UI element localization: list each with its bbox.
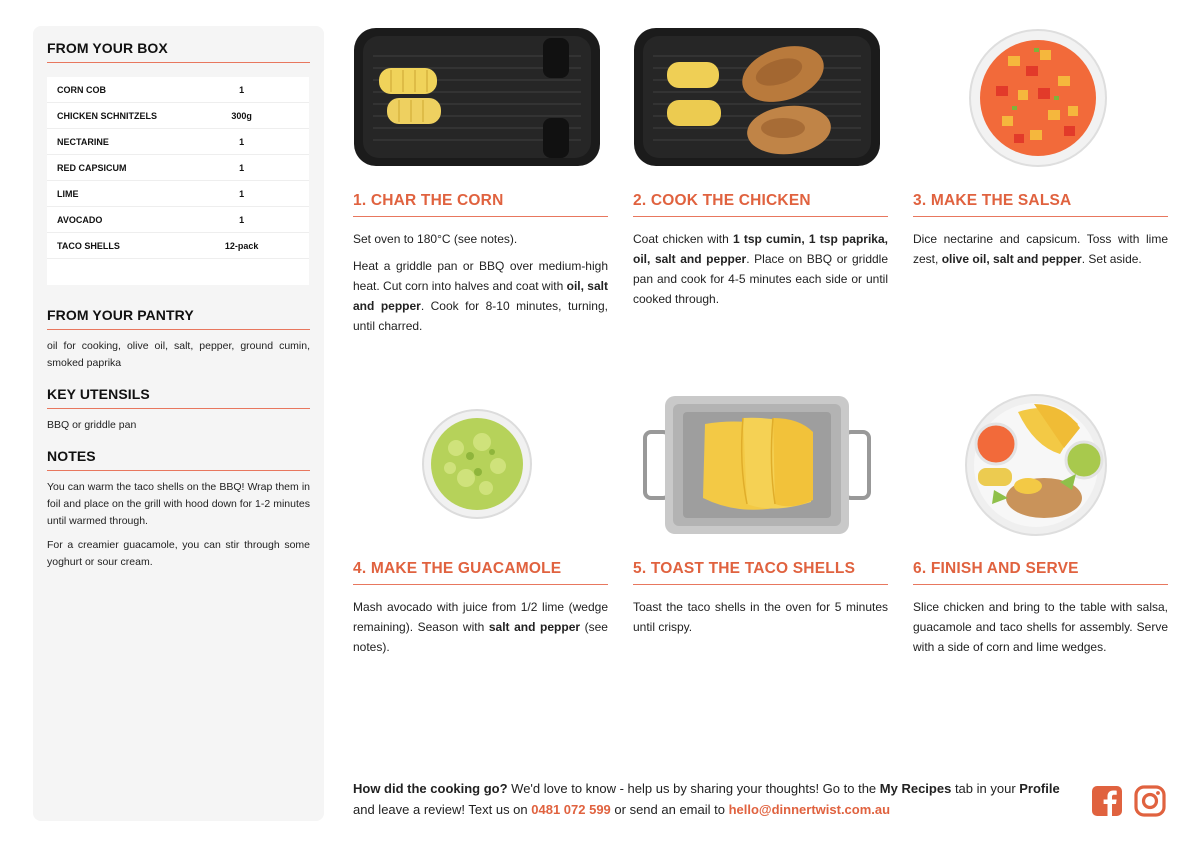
table-row [47,181,309,207]
step-text: . Place on BBQ or griddle pan and cook for 4-5 minutes each side or until cooked through. [633,252,889,306]
ingredient-emphasis: olive oil, salt and pepper [941,252,1082,266]
step-title: 5. TOAST THE TACO SHELLS [633,560,888,585]
step-body [633,597,888,637]
step-4-image [420,408,534,520]
table-row [47,77,309,103]
feedback-footer [353,778,1073,820]
instagram-icon[interactable] [1134,785,1166,817]
ingredient-qty: 300g [231,110,252,121]
ingredient-name: LIME [57,188,79,199]
footer-text: and leave a review! Text us on [353,802,532,817]
ingredient-emphasis: 1 tsp cumin, 1 tsp paprika, oil, salt and pepper [633,232,888,266]
step-paragraph [913,597,1168,657]
footer-question: How did the cooking go? [353,781,508,796]
utensils-list: BBQ or griddle pan [47,419,137,431]
ingredient-qty: 1 [239,84,245,95]
step-paragraph [353,597,608,657]
facebook-icon[interactable] [1091,785,1123,817]
note-paragraph: For a creamier guacamole, you can stir through some yoghurt or sour cream. [47,539,310,568]
step-title: 4. MAKE THE GUACAMOLE [353,560,608,585]
step-title: 3. MAKE THE SALSA [913,192,1168,217]
step-text: Heat a griddle pan or BBQ over medium-high heat. Cut corn into halves and coat with [353,259,608,293]
footer-text: or send an email to [610,802,729,817]
footer-text: We'd love to know - help us by sharing your thoughts! Go to the [507,781,880,796]
step-6 [913,560,1168,664]
step-5 [633,560,888,644]
step-text: (see notes). [353,620,608,654]
step-body [913,229,1168,269]
step-title: 2. COOK THE CHICKEN [633,192,888,217]
ingredient-name: RED CAPSICUM [57,162,127,173]
table-row [47,155,309,181]
utensils-title: KEY UTENSILS [47,386,310,409]
ingredient-name: CORN COB [57,84,106,95]
step-6-image [964,394,1108,536]
step-text: Mash avocado with juice from 1/2 lime (wedge remaining). Season with [353,600,608,634]
table-row-empty [47,259,309,285]
step-body [633,229,888,309]
my-recipes-link[interactable]: My Recipes [879,781,952,796]
step-2-image [633,26,881,168]
step-3 [913,192,1168,276]
step-5-image [643,394,871,536]
ingredient-qty: 12-pack [224,240,259,251]
box-items-table [47,77,309,285]
step-text: Set oven to 180°C (see notes). [353,232,518,246]
step-body [353,597,608,657]
ingredient-qty: 1 [239,214,245,225]
ingredient-name: AVOCADO [57,214,103,225]
step-body [913,597,1168,657]
note-paragraph: You can warm the taco shells on the BBQ! Wrap them in foil and place on the grill with hood down for 1-2 minutes until warmed through. [47,481,310,527]
email-link[interactable]: hello@dinnertwist.com.au [728,802,891,817]
step-text: . Cook for 8-10 minutes, turning, until charred. [353,299,608,333]
ingredient-emphasis: oil, salt and pepper [353,279,608,313]
step-text: Toast the taco shells in the oven for 5 minutes until crispy. [633,600,888,634]
step-3-image [968,26,1108,168]
step-title: 1. CHAR THE CORN [353,192,608,217]
step-1-image [353,26,601,168]
footer-text: tab in your [951,781,1020,796]
pantry-text [47,338,310,372]
profile-link[interactable]: Profile [1019,781,1060,796]
step-1 [353,192,608,343]
step-4 [353,560,608,664]
table-row [47,207,309,233]
step-title: 6. FINISH AND SERVE [913,560,1168,585]
step-paragraph [353,229,608,249]
step-text: Slice chicken and bring to the table with salsa, guacamole and taco shells for assembly. Serve with a side of corn and lime wedges. [913,600,1168,654]
table-row [47,233,309,259]
sidebar [33,26,324,821]
step-paragraph [913,229,1168,269]
step-paragraph [633,597,888,637]
ingredient-qty: 1 [239,136,245,147]
step-body [353,229,608,336]
step-paragraph [353,256,608,336]
step-text: Dice nectarine and capsicum. Toss with lime zest, [913,232,1168,266]
box-title: FROM YOUR BOX [47,40,310,63]
table-row [47,103,309,129]
ingredient-name: NECTARINE [57,136,109,147]
step-2 [633,192,888,316]
ingredient-name: CHICKEN SCHNITZELS [57,110,158,121]
step-text: . Set aside. [1081,252,1142,266]
pantry-title: FROM YOUR PANTRY [47,307,310,330]
table-row [47,129,309,155]
notes-title: NOTES [47,448,310,471]
ingredient-qty: 1 [239,162,245,173]
phone-link[interactable]: 0481 072 599 [531,802,611,817]
ingredient-emphasis: salt and pepper [488,620,581,634]
ingredient-name: TACO SHELLS [57,240,120,251]
utensils-text [47,417,310,434]
step-paragraph [633,229,888,309]
pantry-list: oil for cooking, olive oil, salt, pepper, ground cumin, smoked paprika [47,340,310,369]
ingredient-qty: 1 [239,188,245,199]
step-text: Coat chicken with [633,232,733,246]
notes-text [47,479,310,571]
